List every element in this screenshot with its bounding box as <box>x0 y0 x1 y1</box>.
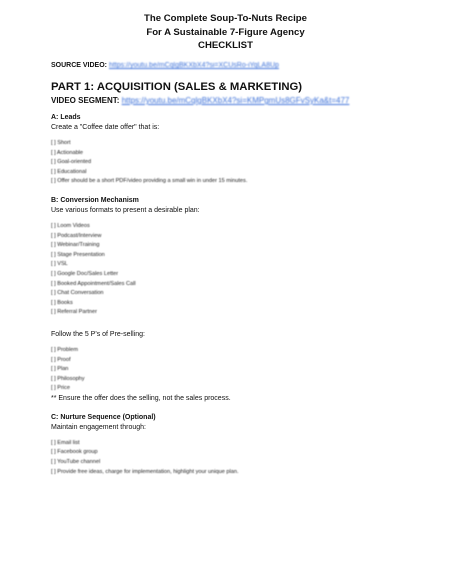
checklist-item[interactable]: [ ] Referral Partner <box>51 309 98 316</box>
checklist-item[interactable]: [ ] Philosophy <box>51 375 85 382</box>
checklist-item[interactable]: [ ] Price <box>51 385 70 392</box>
checklist-item[interactable]: [ ] Provide free ideas, charge for implementation, highlight your unique plan. <box>51 468 239 475</box>
title-line-1: The Complete Soup-To-Nuts Recipe <box>144 13 307 24</box>
section-b-intro: Use various formats to present a desirable plan: <box>51 206 200 214</box>
checklist-item[interactable]: [ ] Google Doc/Sales Letter <box>51 270 119 277</box>
checklist-item[interactable]: [ ] YouTube channel <box>51 459 101 466</box>
title-line-2: For A Sustainable 7-Figure Agency <box>146 26 305 38</box>
checklist-item[interactable]: [ ] Goal-oriented <box>51 159 92 166</box>
section-c-intro: Maintain engagement through: <box>51 423 146 431</box>
checklist-item[interactable]: [ ] Webinar/Training <box>51 242 100 249</box>
source-video-link[interactable]: https://youtu.be/mCqlgBKXbX4?si=XCUsRo-iYqLA8Up <box>108 62 279 69</box>
checklist-item[interactable]: [ ] Chat Conversation <box>51 290 104 297</box>
checklist-item[interactable]: [ ] Books <box>51 299 73 306</box>
document-title <box>0 12 451 53</box>
checklist-item[interactable]: [ ] Stage Presentation <box>51 251 105 258</box>
checklist-item[interactable]: [ ] Booked Appointment/Sales Call <box>51 280 136 287</box>
checklist-item[interactable]: [ ] Short <box>51 140 71 146</box>
presell-intro: Follow the 5 P's of Pre-selling: <box>51 330 145 338</box>
checklist-item[interactable]: [ ] Plan <box>51 366 69 373</box>
video-segment-link[interactable]: https://youtu.be/mCqlgBKXbX4?si=KMPgmUs8GFvSyKa&t=477 <box>121 96 350 105</box>
checklist-item[interactable]: [ ] Proof <box>51 356 71 363</box>
part-1-heading: PART 1: ACQUISITION (SALES & MARKETING) <box>51 81 303 93</box>
checklist-item[interactable]: [ ] Facebook group <box>51 449 98 456</box>
section-b-heading: B: Conversion Mechanism <box>51 196 139 204</box>
checklist-body <box>51 113 421 477</box>
checklist-item[interactable]: [ ] Actionable <box>51 149 84 156</box>
offer-note: ** Ensure the offer does the selling, not the sales process. <box>51 394 231 402</box>
section-a-heading: A: Leads <box>51 114 81 121</box>
section-c-heading: C: Nurture Sequence (Optional) <box>51 413 156 421</box>
checklist-item[interactable]: [ ] VSL <box>51 261 68 268</box>
video-segment-row <box>51 96 349 105</box>
checklist-item[interactable]: [ ] Loom Videos <box>51 222 90 229</box>
title-line-3: CHECKLIST <box>198 40 253 51</box>
checklist-item[interactable]: [ ] Podcast/Interview <box>51 232 102 239</box>
source-video-label: SOURCE VIDEO: <box>51 62 108 69</box>
source-video-row <box>51 62 279 69</box>
video-segment-label: VIDEO SEGMENT: <box>51 96 120 105</box>
checklist-item[interactable]: [ ] Email list <box>51 439 80 446</box>
section-a-intro: Create a "Coffee date offer" that is: <box>51 124 160 131</box>
checklist-item[interactable]: [ ] Educational <box>51 168 87 175</box>
checklist-item[interactable]: [ ] Offer should be a short PDF/video providing a small win in under 15 minutes. <box>51 178 248 185</box>
checklist-item[interactable]: [ ] Problem <box>51 346 79 353</box>
